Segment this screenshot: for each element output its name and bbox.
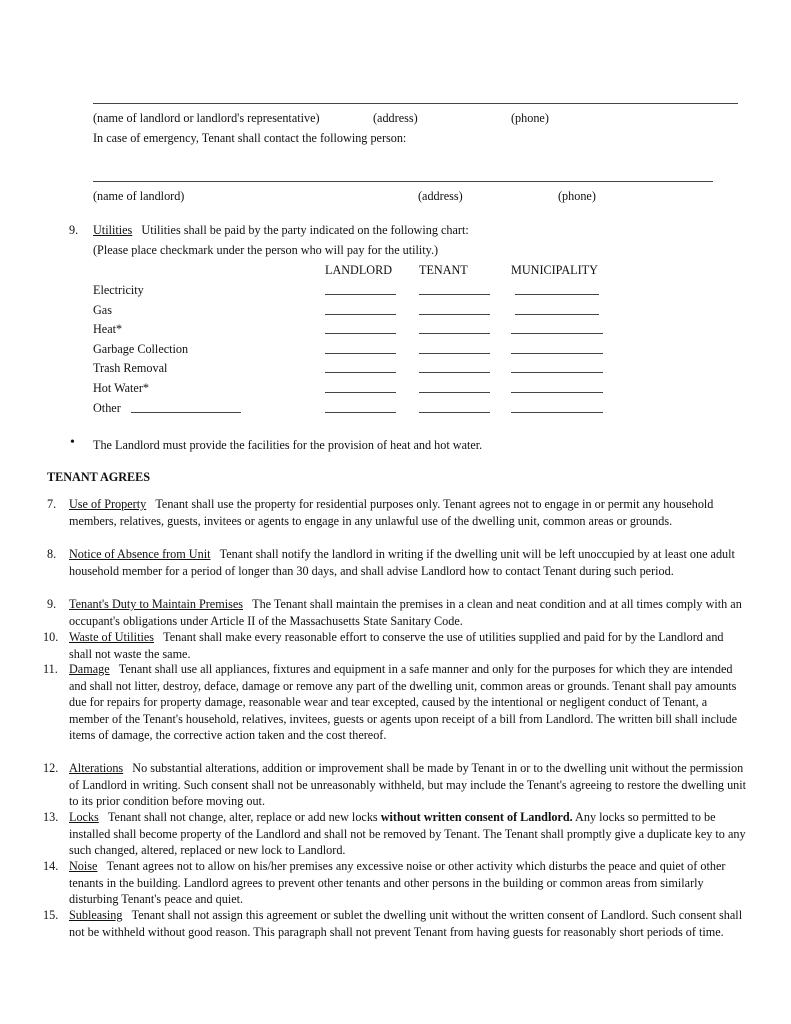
clause-number: 9. xyxy=(47,597,57,611)
landlord-check-blank[interactable] xyxy=(325,353,396,354)
tenant-agrees-heading: TENANT AGREES xyxy=(47,470,151,484)
clause-duty-to-maintain xyxy=(47,596,747,629)
clause-number: 10. xyxy=(43,630,59,644)
clause-title: Damage xyxy=(69,662,110,676)
municipality-check-blank[interactable] xyxy=(515,294,599,295)
utilities-intro: Utilities shall be paid by the party indicated on the following chart: xyxy=(141,223,469,237)
clause-title: Tenant's Duty to Maintain Premises xyxy=(69,597,243,611)
clause-title: Waste of Utilities xyxy=(69,630,154,644)
utility-label: Hot Water* xyxy=(93,381,149,395)
clause-noise xyxy=(43,858,747,908)
tenant-check-blank[interactable] xyxy=(419,412,490,413)
tenant-check-blank[interactable] xyxy=(419,353,490,354)
utilities-instruction: (Please place checkmark under the person who will pay for the utility.) xyxy=(93,243,439,257)
em-name-label: (name of landlord) xyxy=(93,189,185,203)
clause-text: No substantial alterations, addition or improvement shall be made by Tenant in or to the dwelling unit without the permission of Landlord in writing. Such consent shall not be unreasonably withheld, but may include the Tenant's agreeing to restore the dwelling unit to its prior condition before moving out. xyxy=(69,761,747,808)
clause-text: Tenant shall use all appliances, fixtures and equipment in a safe manner and only for the purposes for which they are intended and shall not litter, destroy, deface, damage or remove any part of the dwelling unit, common areas or grounds. Tenant shall pay amounts due for repairs for property damage, reasonable wear and tear excepted, caused by the intentional or negligent conduct of Tenant, a member of the Tenant's household, relatives, invitees, guests or agents upon receipt of a bill from Landlord. The written bill shall include items of damage, the corrective action taken and the cost thereof. xyxy=(69,662,737,742)
clause-text: Any locks so permitted to be installed shall become property of the Landlord and shall not be removed by Tenant. The Tenant shall promptly give a duplicate key to any such changed, altered, replaced or new lock to Landlord. xyxy=(69,810,746,857)
landlord-check-blank[interactable] xyxy=(325,333,396,334)
landlord-check-blank[interactable] xyxy=(325,314,396,315)
clause-title: Use of Property xyxy=(69,497,147,511)
landlord-check-blank[interactable] xyxy=(325,412,396,413)
municipality-check-blank[interactable] xyxy=(515,314,599,315)
emergency-text: In case of emergency, Tenant shall contact the following person: xyxy=(93,131,407,145)
rep-address-label: (address) xyxy=(373,111,418,125)
landlord-check-blank[interactable] xyxy=(325,372,396,373)
clause-title: Noise xyxy=(69,859,98,873)
em-phone-label: (phone) xyxy=(558,189,596,203)
clause-number: 11. xyxy=(43,662,58,676)
municipality-check-blank[interactable] xyxy=(511,392,603,393)
utilities-note: The Landlord must provide the facilities for the provision of heat and hot water. xyxy=(93,438,483,452)
tenant-check-blank[interactable] xyxy=(419,333,490,334)
utilities-title: Utilities xyxy=(93,223,133,237)
clause-number: 8. xyxy=(47,547,57,561)
clause-text-bold: without written consent of Landlord. xyxy=(380,810,573,824)
utility-label: Garbage Collection xyxy=(93,341,189,356)
clause-title: Notice of Absence from Unit xyxy=(69,547,211,561)
clause-text: Tenant shall not change, alter, replace or add new locks xyxy=(107,810,378,824)
clause-title: Locks xyxy=(69,810,99,824)
clause-title: Subleasing xyxy=(69,908,123,922)
utility-label: Trash Removal xyxy=(93,361,168,376)
utilities-heading xyxy=(93,223,469,237)
clause-number: 12. xyxy=(43,761,59,775)
col-tenant: TENANT xyxy=(419,263,468,277)
clause-damage xyxy=(43,661,747,744)
col-landlord: LANDLORD xyxy=(325,263,393,277)
tenant-check-blank[interactable] xyxy=(419,314,490,315)
utility-label: Other xyxy=(93,400,121,415)
clause-subleasing xyxy=(43,907,747,940)
clause-text: Tenant agrees not to allow on his/her premises any excessive noise or other activity which disturbs the peace and quiet of other tenants in the building. Landlord agrees to prevent other tenants and other persons in the building or common areas from similarly disturbing Tenant's peace and quiet. xyxy=(69,859,726,906)
municipality-check-blank[interactable] xyxy=(511,333,603,334)
bullet-icon: • xyxy=(70,435,75,450)
clause-use-of-property xyxy=(47,496,747,529)
clause-number: 14. xyxy=(43,859,59,873)
clause-text: Tenant shall notify the landlord in writing if the dwelling unit will be left unoccupied by at least one adult household member for a period of longer than 30 days, and shall advise Landlord how to contact Tenant during such period. xyxy=(69,547,735,578)
utility-label: Heat* xyxy=(93,322,123,337)
clause-alterations xyxy=(43,760,747,810)
utility-label: Gas xyxy=(93,302,112,317)
municipality-check-blank[interactable] xyxy=(511,412,603,413)
clause-text: Tenant shall not assign this agreement or sublet the dwelling unit without the written consent of Landlord. Such consent shall not be withheld without good reason. This paragraph shall not prevent Tenant from having guests for reasonably short periods of time. xyxy=(69,908,743,939)
clause-text: Tenant shall use the property for residential purposes only. Tenant agrees not to engage in or permit any household members, relatives, guests, invitees or agents to engage in any unlawful use of the dwelling unit, common areas or grounds. xyxy=(69,497,714,528)
tenant-check-blank[interactable] xyxy=(419,392,490,393)
clause-number: 15. xyxy=(43,908,59,922)
clause-number: 13. xyxy=(43,810,59,824)
municipality-check-blank[interactable] xyxy=(511,353,603,354)
clause-number: 7. xyxy=(47,497,57,511)
clause-text: Tenant shall make every reasonable effort to conserve the use of utilities supplied and paid for by the Landlord and shall not waste the same. xyxy=(69,630,724,661)
other-utility-field[interactable] xyxy=(131,412,241,413)
clause-locks xyxy=(43,809,747,859)
emergency-contact-line[interactable] xyxy=(93,181,713,182)
clause-notice-of-absence xyxy=(47,546,747,579)
clause-waste-of-utilities xyxy=(43,629,747,662)
landlord-check-blank[interactable] xyxy=(325,294,396,295)
tenant-check-blank[interactable] xyxy=(419,372,490,373)
landlord-check-blank[interactable] xyxy=(325,392,396,393)
clause-text: The Tenant shall maintain the premises in a clean and neat condition and at all times comply with an occupant's obligations under Article II of the Massachusetts State Sanitary Code. xyxy=(69,597,742,628)
utilities-number: 9. xyxy=(69,223,79,237)
col-municipality: MUNICIPALITY xyxy=(511,263,598,277)
clause-title: Alterations xyxy=(69,761,124,775)
rep-phone-label: (phone) xyxy=(511,111,549,125)
utility-label: Electricity xyxy=(93,283,144,297)
em-address-label: (address) xyxy=(418,189,463,203)
municipality-check-blank[interactable] xyxy=(511,372,603,373)
tenant-check-blank[interactable] xyxy=(419,294,490,295)
rep-name-label: (name of landlord or landlord's representative) xyxy=(93,111,320,125)
rep-signature-line[interactable] xyxy=(93,103,738,104)
